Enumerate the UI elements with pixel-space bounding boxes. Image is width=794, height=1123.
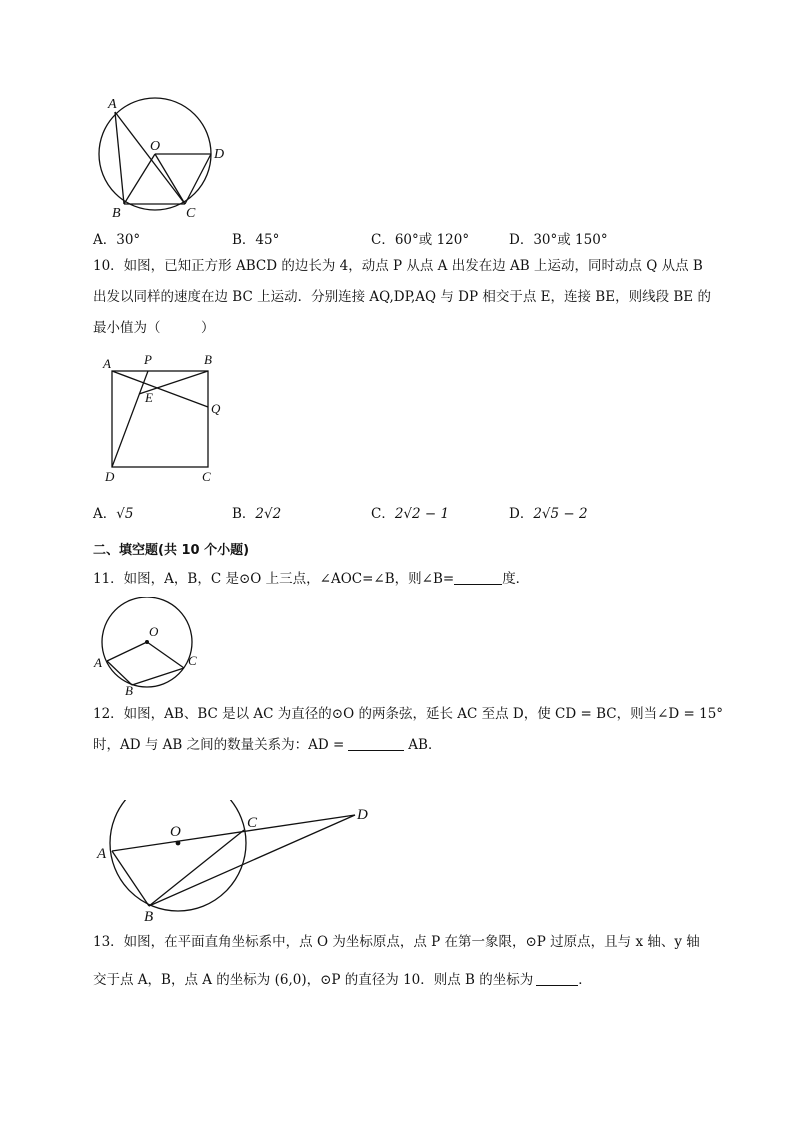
q10-label-C: C: [202, 469, 211, 484]
q12-figure: [92, 800, 382, 928]
q12-segment-AD: [112, 815, 355, 851]
q12-label-A: A: [97, 846, 107, 862]
q11-figure: [92, 597, 207, 697]
q10-option-a: A．√5: [93, 506, 134, 522]
q10-option-b: B．2√2: [232, 506, 282, 522]
q9-option-a: A．30°: [93, 232, 141, 248]
q12-line-2-after: AB．: [408, 737, 442, 753]
q9-segment-OB: [124, 154, 155, 204]
q11-label-O: O: [149, 624, 159, 639]
q9-segment-OC: [155, 154, 185, 204]
q9-segment-AC: [115, 112, 185, 204]
q12-center-dot: [176, 841, 181, 846]
q9-label-O: O: [150, 139, 161, 154]
q13-answer-blank: [536, 971, 578, 986]
q13-line-2: [93, 970, 592, 990]
q11-segment-AB: [107, 661, 132, 685]
q12-label-D: D: [357, 807, 368, 823]
q12-line-1: 12．如图，AB、BC 是以 AC 为直径的⊙O 的两条弦，延长 AC 至点 D，使 CD = BC，则当∠D = 15°: [93, 706, 724, 722]
q9-label-A: A: [108, 97, 117, 112]
q9-segment-AB: [115, 112, 124, 204]
section-title: 二、填空题(共 10 个小题): [93, 543, 250, 558]
q11-label-C: C: [188, 653, 197, 668]
q10-square: [112, 371, 208, 467]
q10-label-A: A: [103, 356, 111, 371]
q10-line-1: 10．如图，已知正方形 ABCD 的边长为 4，动点 P 从点 A 出发在边 AB 上运动，同时动点 Q 从点 B: [93, 258, 703, 274]
q10-line-3: 最小值为（ ）: [93, 320, 215, 336]
q12-segment-AB: [112, 851, 149, 906]
q9-option-d: D．30°或 150°: [509, 232, 608, 248]
q12-segment-BC: [149, 830, 244, 906]
q12-label-C: C: [247, 815, 258, 831]
q12-label-B: B: [144, 909, 154, 925]
q9-figure: [92, 96, 242, 222]
q11-label-B: B: [125, 683, 133, 697]
q9-option-b: B．45°: [232, 232, 280, 248]
q10-option-d: D．2√5 − 2: [509, 506, 588, 522]
q13-line-2-before: 交于点 A，B，点 A 的坐标为 (6,0)，⊙P 的直径为 10．则点 B 的坐标为: [93, 972, 534, 988]
q10-label-B: B: [204, 352, 212, 367]
q10-label-P: P: [144, 352, 152, 367]
q11-text-after: 度．: [502, 571, 530, 587]
q9-option-c: C．60°或 120°: [371, 232, 470, 248]
q12-line-2: [93, 735, 441, 755]
q11-text-before: 11．如图，A，B，C 是⊙O 上三点，∠AOC=∠B，则∠B=: [93, 571, 455, 587]
q12-label-O: O: [170, 824, 181, 840]
q13-line-2-after: ．: [578, 972, 592, 988]
q10-label-E: E: [145, 390, 153, 405]
q10-line-2: 出发以同样的速度在边 BC 上运动．分别连接 AQ,DP,AQ 与 DP 相交于点 E，连接 BE，则线段 BE 的: [93, 289, 711, 305]
q11-segment-OA: [107, 642, 147, 661]
q9-label-D: D: [214, 147, 225, 162]
q10-label-D: D: [105, 469, 115, 484]
q9-label-B: B: [112, 206, 121, 221]
q11-segment-OC: [147, 642, 184, 668]
q10-segment-DP: [112, 371, 148, 467]
q10-figure: [100, 350, 235, 486]
q13-line-1: 13．如图，在平面直角坐标系中，点 O 为坐标原点，点 P 在第一象限，⊙P 过原点，且与 x 轴、y 轴: [93, 934, 700, 950]
q9-label-C: C: [186, 206, 196, 221]
q12-circle: [110, 800, 246, 911]
q11-text: [93, 569, 529, 589]
q11-label-A: A: [94, 655, 102, 670]
q9-segment-CD: [185, 154, 211, 204]
q11-answer-blank: [454, 570, 502, 585]
q10-option-c: C．2√2 − 1: [371, 506, 450, 522]
q10-label-Q: Q: [211, 401, 221, 416]
q12-line-2-before: 时，AD 与 AB 之间的数量关系为：AD =: [93, 737, 345, 753]
q12-answer-blank: [348, 736, 404, 751]
q11-center-dot: [145, 640, 149, 644]
